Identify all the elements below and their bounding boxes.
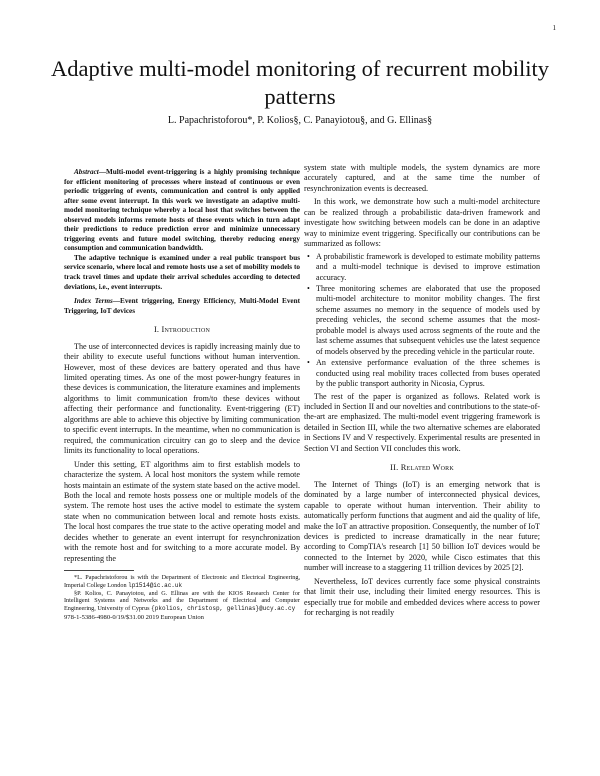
right-column [304, 163, 540, 619]
intro-paragraph-3: In this work, we demonstrate how such a multi-model architecture can be realized through a probabilistic data-driven framework and investigate how switching between models can be done in an adaptive way to minimize event triggering. Specifically our contributions can be summarized as follows: [304, 197, 540, 249]
contributions-list [304, 252, 540, 390]
author-list: L. Papachristoforou*, P. Kolios§, C. Panayiotou§, and G. Ellinas§ [167, 115, 433, 126]
footnote-1: *L. Papachristoforou is with the Department of Electronic and Electrical Engineering, Imperial College London lp1514@ic.ac.uk [64, 574, 300, 589]
intro-paragraph-2-continued: system state with multiple models, the system dynamics are more accurately captured, and at the same time the number of resynchronization events is decreased. [304, 163, 540, 193]
related-paragraph-1: The Internet of Things (IoT) is an emerging network that is dominated by a large number of interconnected physical devices, capable to operate without human intervention. Their ability to automatically perform functions that augment and aid the quality of life, make the IoT an attractive proposition. Consequently, the number of IoT devices is predicted to increase dramatically in the near future; according to CompTIA's research [1] 50 billion IoT devices would be connected to the Internet by 2020, while Cisco estimates that this number will increase to a staggering 11 trillion devices by 2025 [2]. [304, 479, 540, 573]
abstract-paragraph-2: The adaptive technique is examined under a real public transport bus service scenario, where local and remote hosts use a set of mobility models to track travel times and update their arrival schedules according to detected deviations, i.e., event interrupts. [64, 253, 300, 291]
list-item: • Three monitoring schemes are elaborated that use the proposed multi-model architecture to monitor mobility changes. The first scheme assumes no memory in the sequence of models used by preceding vehicles, the second scheme assumes that the most-probable model is always used across segments of the route and the last scheme assumes that subsequent vehicles use the latest sequence of models observed by the preceding vehicle in the particular route. [316, 284, 540, 357]
abstract [64, 168, 300, 254]
page-number: 1 [552, 24, 556, 32]
intro-paragraph-2: Under this setting, ET algorithms aim to first establish models to characterize the system. A local host monitors the system while remote hosts maintain an estimate of the system state based on the active model. Both the local and remote hosts possess one or multiple models of the system. The remote host uses the active model to estimate the system state when no communication between local and remote hosts exists. The local host compares the true state to the active operating model and decides whether to generate an event interrupt for resynchronization with the remote host and for switching to a more accurate model. By representing the [64, 459, 300, 563]
left-column [64, 168, 300, 623]
list-item: • A probabilistic framework is developed to estimate mobility patterns and a multi-model technique is devised to improve estimation accuracy. [316, 252, 540, 283]
section-heading-related-work: II. Related Work [390, 463, 454, 473]
footnote-2-email: {pkolios, christosp, gellinas}@ucy.ac.cy [151, 604, 296, 612]
index-terms-text: —Event triggering, Energy Efficiency, Multi-Model Event Triggering, IoT devices [64, 297, 301, 315]
abstract-text: —Multi-model event-triggering is a highly promising technique for efficient monitoring of processes where instead of continuous or even periodic triggering of events, communication and control is only applied after some event interrupt. In this work we investigate an adaptive multi-model monitoring technique whereby a local host that switches between the observed models informs remote hosts of these events which in turn adapt their predictions to reduce prediction error and minimize unnecessary triggering events and future model switching, thereby reducing energy consumption and communication bandwidth. [64, 168, 300, 253]
paper-title: Adaptive multi-model monitoring of recurrent mobility patterns [50, 56, 550, 109]
footnote-divider [64, 570, 134, 571]
intro-paragraph-1: The use of interconnected devices is rapidly increasing mainly due to their ability to execute useful functions without human intervention. However, most of these devices are battery operated and thus have limited operating times. As one of the most power-hungry features in these devices is communication, the literature examines and implements algorithms to limit communication from/to these devices without affecting their performance and functionality. Event-triggering (ET) algorithms are able to achieve this objective by limiting communication to specific event interrupts. In the meantime, when no communication is required, the communication circuitry can go to sleep and the device limits its functionality to local operations. [64, 341, 300, 456]
footnote-1-email: lp1514@ic.ac.uk [128, 581, 183, 589]
abstract-lead: Abstract [74, 168, 99, 176]
list-item: • An extensive performance evaluation of the three schemes is conducted using real mobility traces collected from buses operated by the public transport authority in Nicosia, Cyprus. [316, 358, 540, 389]
section-heading-introduction: I. Introduction [153, 325, 211, 335]
intro-paragraph-4: The rest of the paper is organized as follows. Related work is included in Section II and our novelties and contributions to the state-of-the-art are emphasized. The multi-model event triggering framework is detailed in Section III, while the two alternative schemes are elaborated in Sections IV and V respectively. Experimental results are presented in Section VI and Section VII concludes this work. [304, 391, 540, 453]
index-terms [64, 297, 300, 316]
related-paragraph-2: Nevertheless, IoT devices currently face some physical constraints that limit their use, including their limited energy resources. This is especially true for mobile and embedded devices where access to power for recharging is not readily [304, 576, 540, 618]
index-terms-lead: Index Terms [74, 297, 113, 306]
copyright-notice: 978-1-5386-4980-0/19/$31.00 2019 European Union [64, 613, 204, 621]
footnote-2: §P. Kolios, C. Panayiotou, and G. Ellinas are with the KIOS Research Center for Intelligent Systems and Networks and the Department of Electrical and Computer Engineering, University of Cyprus {pkolios, christosp, gellinas}@ucy.ac.cy [64, 589, 300, 612]
